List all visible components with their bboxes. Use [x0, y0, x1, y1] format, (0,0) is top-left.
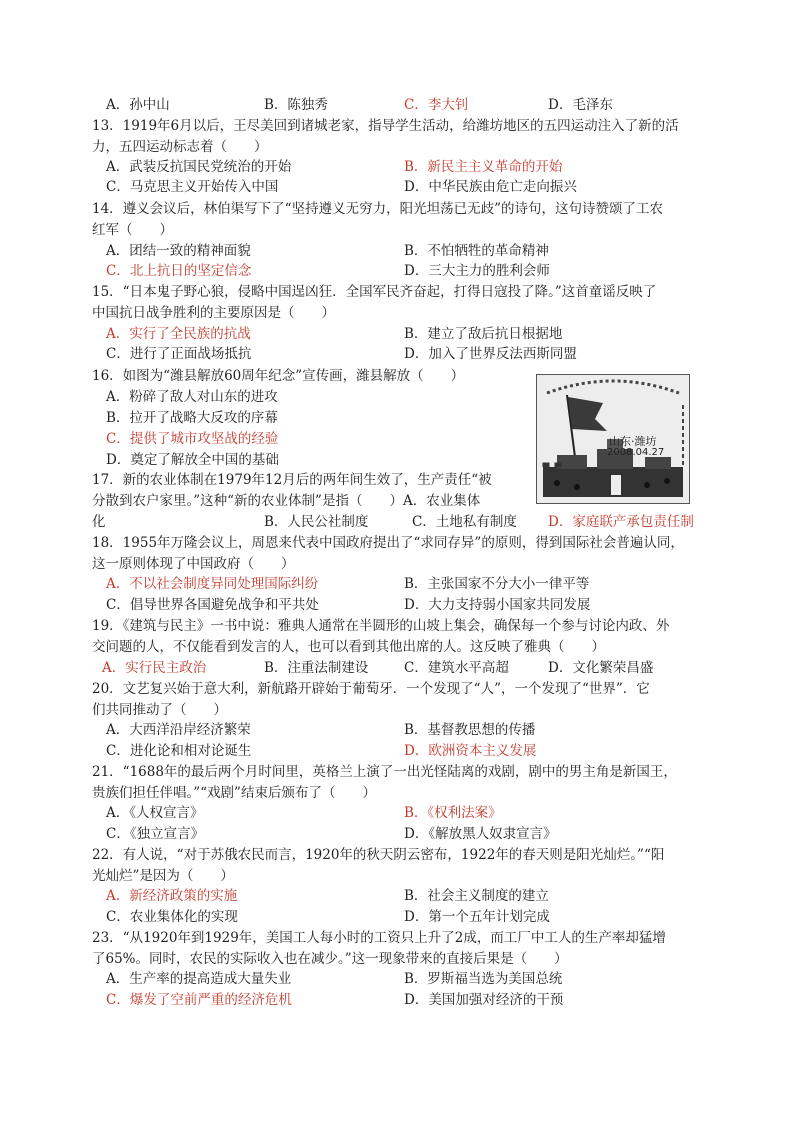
q16-option-d: D．奠定了解放全中国的基础 [106, 452, 279, 468]
q15-option-a-answer: A．实行了全民族的抗战 [106, 326, 251, 342]
stamp-place-text: 山东·潍坊 [609, 435, 657, 448]
q13-stem-line1: 13．1919年6月以后，王尽美回到诸城老家，指导学生活动，给潍坊地区的五四运动注入了新的活 [92, 118, 679, 134]
q19-option-b: B．注重法制建设 [264, 660, 369, 676]
q12-option-a: A．孙中山 [106, 97, 170, 113]
q16-stem-line1: 16．如图为“潍县解放60周年纪念”宣传画，潍县解放（ ） [92, 368, 465, 384]
q14-option-c-answer: C．北上抗日的坚定信念 [106, 263, 252, 279]
q12-option-d: D．毛泽东 [548, 97, 613, 113]
q23-option-a: A．生产率的提高造成大量失业 [106, 971, 292, 987]
q13-option-c: C．马克思主义开始传入中国 [106, 179, 279, 195]
stamp-date-text: 2008.04.27 [607, 447, 665, 458]
q23-stem-line1: 23．“从1920年到1929年，美国工人每小时的工资只上升了2成，而工厂中工人的生产率却猛增 [92, 930, 666, 946]
q23-option-b: B．罗斯福当选为美国总统 [404, 971, 563, 987]
q16-option-b: B．拉开了战略大反攻的序幕 [106, 410, 278, 426]
q23-stem-line2: 了65%。同时，农民的实际收入也在减少。”这一现象带来的直接后果是（ ） [92, 951, 568, 967]
q13-option-d: D．中华民族由危亡走向振兴 [404, 179, 577, 195]
q20-option-b: B．基督教思想的传播 [404, 722, 536, 738]
q21-option-b-answer: B．《权利法案》 [404, 805, 502, 821]
q19-option-a-answer: A．实行民主政治 [102, 660, 207, 676]
q17-option-d-answer: D．家庭联产承包责任制 [548, 514, 694, 530]
q14-option-a: A．团结一致的精神面貌 [106, 243, 251, 259]
q15-option-c: C．进行了正面战场抵抗 [106, 346, 252, 362]
q22-option-a-answer: A．新经济政策的实施 [106, 888, 238, 904]
q13-stem-line2: 力，五四运动标志着（ ） [92, 139, 268, 155]
q19-option-c: C．建筑水平高超 [404, 660, 509, 676]
q21-stem-line2: 贵族们担任伴唱。”“戏剧”结束后颁布了（ ） [92, 785, 376, 801]
q18-option-d: D．大力支持弱小国家共同发展 [404, 597, 591, 613]
q17-option-c: C．土地私有制度 [412, 514, 517, 530]
q22-option-b: B．社会主义制度的建立 [404, 888, 549, 904]
q15-option-b: B．建立了敌后抗日根据地 [404, 326, 563, 342]
q18-option-a-answer: A．不以社会制度异同处理国际纠纷 [106, 576, 319, 592]
q18-stem-line2: 这一原则体现了中国政府（ ） [92, 556, 295, 572]
q21-option-a: A．《人权宣言》 [106, 805, 204, 821]
q23-option-c-answer: C．爆发了空前严重的经济危机 [106, 992, 292, 1008]
q17-option-b: B．人民公社制度 [264, 514, 369, 530]
q12-option-b: B．陈独秀 [264, 97, 328, 113]
q21-stem-line1: 21．“1688年的最后两个月时间里，英格兰上演了一出光怪陆离的戏剧，剧中的男主角是新国王， [92, 764, 677, 780]
q14-option-b: B．不怕牺牲的革命精神 [404, 243, 549, 259]
q12-option-c-answer: C．李大钊 [404, 97, 469, 113]
q13-option-b-answer: B．新民主主义革命的开始 [404, 159, 563, 175]
q13-option-a: A．武装反抗国民党统治的开始 [106, 159, 292, 175]
q21-option-d: D．《解放黑人奴隶宣言》 [404, 826, 557, 842]
q19-stem-line1: 19．《建筑与民主》一书中说：雅典人通常在半圆形的山坡上集会，确保每一个参与讨论内政、外 [92, 618, 670, 634]
q20-option-c: C．进化论和相对论诞生 [106, 743, 252, 759]
q22-stem-line2: 光灿烂”是因为（ ） [92, 868, 234, 884]
q15-stem-line1: 15．“日本鬼子野心狼，侵略中国逞凶狂．全国军民齐奋起，打得日寇投了降。”这首童谣反映了 [92, 284, 657, 300]
q17-stem-line2: 分散到农户家里。”这种“新的农业体制”是指（ ）A．农业集体 [92, 493, 481, 509]
q15-stem-line2: 中国抗日战争胜利的主要原因是（ ） [92, 305, 335, 321]
q21-option-c: C．《独立宣言》 [106, 826, 205, 842]
q23-option-d: D．美国加强对经济的干预 [404, 992, 564, 1008]
commemorative-stamp-image [536, 374, 690, 504]
q19-stem-line2: 交问题的人，不仅能看到发言的人，也可以看到其他出席的人。这反映了雅典（ ） [92, 639, 605, 655]
q20-option-a: A．大西洋沿岸经济繁荣 [106, 722, 251, 738]
q17-stem-line3: 化 [92, 514, 106, 530]
q15-option-d: D．加入了世界反法西斯同盟 [404, 346, 577, 362]
q18-option-c: C．倡导世界各国避免战争和平共处 [106, 597, 319, 613]
q20-stem-line1: 20．文艺复兴始于意大利，新航路开辟始于葡萄牙．一个发现了“人”，一个发现了“世界”．它 [92, 681, 650, 697]
q22-stem-line1: 22．有人说，“对于苏俄农民而言，1920年的秋天阴云密布，1922年的春天则是阳光灿烂。”“阳 [92, 847, 665, 863]
q16-option-a: A．粉碎了敌人对山东的进攻 [106, 389, 278, 405]
q22-option-c: C．农业集体化的实现 [106, 909, 238, 925]
q20-option-d-answer: D．欧洲资本主义发展 [404, 743, 537, 759]
q20-stem-line2: 们共同推动了（ ） [92, 702, 227, 718]
q19-option-d: D．文化繁荣昌盛 [548, 660, 654, 676]
q22-option-d: D．第一个五年计划完成 [404, 909, 550, 925]
q18-stem-line1: 18．1955年万隆会议上，周恩来代表中国政府提出了“求同存异”的原则，得到国际社会普遍认同， [92, 535, 684, 551]
q14-option-d: D．三大主力的胜利会师 [404, 263, 550, 279]
q14-stem-line1: 14．遵义会议后，林伯渠写下了“坚持遵义无穷力，阳光坦荡已无歧”的诗句，这句诗赞颂了工农 [92, 201, 663, 217]
q16-option-c-answer: C．提供了城市攻坚战的经验 [106, 431, 279, 447]
q14-stem-line2: 红军（ ） [92, 222, 173, 238]
q18-option-b: B．主张国家不分大小一律平等 [404, 576, 590, 592]
q17-stem-line1: 17．新的农业体制在1979年12月后的两年间生效了，生产责任“被 [92, 472, 492, 488]
